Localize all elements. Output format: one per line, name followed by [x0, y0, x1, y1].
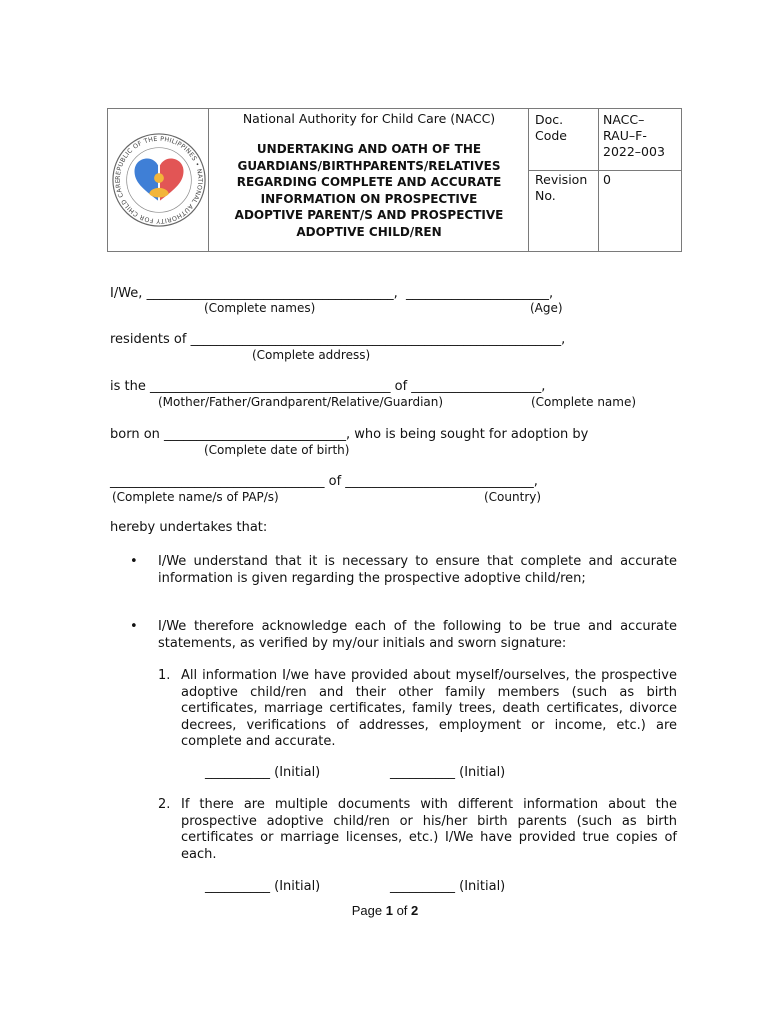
initial-field: __________ (Initial) [205, 879, 321, 894]
relation-line: is the _____________________________________ of ____________________, [110, 379, 546, 394]
title-line: GUARDIANS/BIRTHPARENTS/RELATIVES [237, 158, 501, 173]
revision-label: Revision No. [535, 172, 588, 203]
agency-name: National Authority for Child Care (NACC) [242, 111, 496, 126]
page-word: Page [351, 903, 383, 918]
child-name-caption: (Complete name) [531, 395, 637, 409]
seal-ring-text: REPUBLIC OF THE PHILIPPINES • NATIONAL AUTHORITY FOR CHILD CARE [114, 135, 204, 225]
initial-field: __________ (Initial) [205, 765, 321, 780]
names-line: I/We, ______________________________________, ______________________, [110, 286, 554, 301]
header-divider [208, 109, 209, 251]
address-line: residents of _________________________________________________________, [110, 332, 566, 347]
address-caption: (Complete address) [252, 348, 371, 362]
header-divider [528, 170, 681, 171]
document-title [212, 141, 526, 240]
header-divider [598, 109, 599, 251]
header-divider [528, 109, 529, 251]
initial-field: __________ (Initial) [390, 879, 506, 894]
names-caption: (Complete names) [204, 301, 316, 315]
page-number [0, 903, 770, 918]
bullet-icon: • [130, 619, 138, 634]
current-page: 1 [385, 903, 393, 918]
bullet-icon: • [130, 554, 138, 569]
country-caption: (Country) [484, 490, 542, 504]
doc-code-value: NACC– RAU–F- 2022–003 [603, 112, 665, 159]
doc-code-label: Doc. Code [535, 112, 568, 143]
item-text: All information I/we have provided about myself/ourselves, the prospective adoptive child/ren and their other family members (such as birth certificates, marriage certificates, family trees, death certificates, divorce decrees, verifications of addresses, employment or income, etc.) are complete and accurate. [181, 668, 677, 749]
item-number: 1. [158, 668, 171, 683]
total-pages: 2 [411, 903, 419, 918]
title-line: INFORMATION ON PROSPECTIVE [260, 191, 478, 206]
title-line: ADOPTIVE CHILD/REN [296, 224, 442, 239]
item-text: If there are multiple documents with different information about the prospective adoptive child/ren or his/her birth parents (such as birth certificates or marriage licenses, etc.) I/We have provided true copies of each. [181, 797, 677, 862]
bullet-paragraph: I/We therefore acknowledge each of the following to be true and accurate statements, as verified by my/our initials and sworn signature: [158, 619, 677, 651]
pap-caption: (Complete name/s of PAP/s) [112, 490, 279, 504]
age-caption: (Age) [530, 301, 563, 315]
initial-field: __________ (Initial) [390, 765, 506, 780]
relation-caption: (Mother/Father/Grandparent/Relative/Guardian) [158, 395, 444, 409]
birth-caption: (Complete date of birth) [204, 443, 350, 457]
document-header-table [107, 108, 682, 252]
title-line: UNDERTAKING AND OATH OF THE [256, 142, 482, 156]
seal-icon [110, 131, 208, 229]
undertakes-heading: hereby undertakes that: [110, 520, 268, 535]
item-number: 2. [158, 797, 171, 812]
title-line: ADOPTIVE PARENT/S AND PROSPECTIVE [234, 208, 504, 222]
pap-line: _________________________________ of _____________________________, [110, 474, 538, 489]
birth-line: born on ____________________________, who is being sought for adoption by [110, 427, 589, 442]
bullet-paragraph: I/We understand that it is necessary to ensure that complete and accurate information is given regarding the prospective adoptive child/ren; [158, 554, 677, 586]
revision-value: 0 [603, 172, 611, 187]
title-line: REGARDING COMPLETE AND ACCURATE [236, 175, 502, 189]
of-word: of [396, 903, 408, 918]
